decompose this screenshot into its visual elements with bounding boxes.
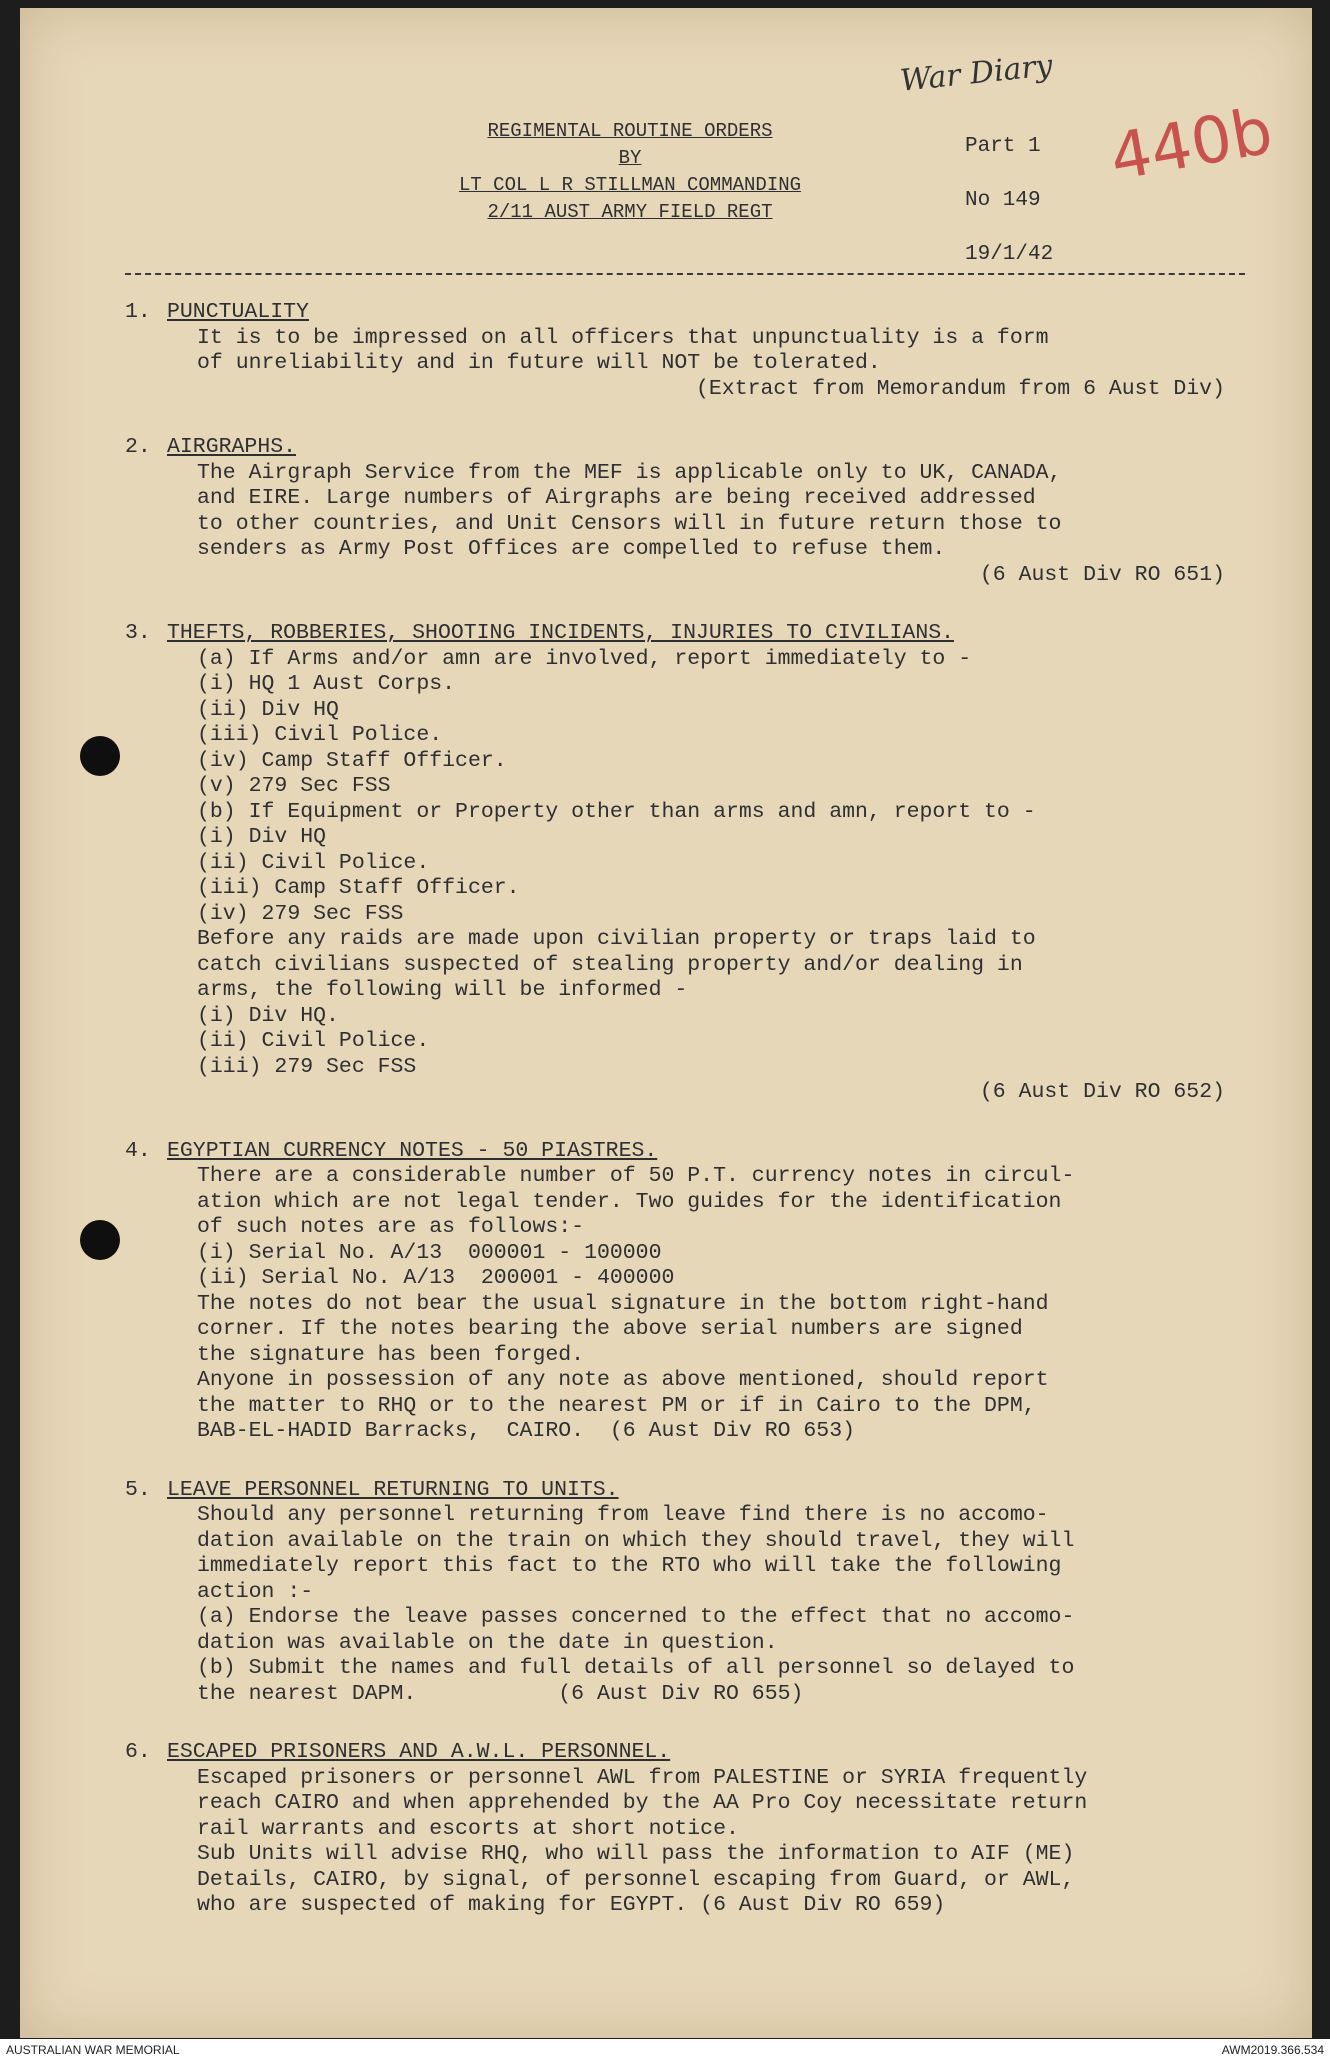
section-reference: (6 Aust Div RO 651) — [979, 562, 1225, 587]
section-heading — [125, 1478, 1300, 1504]
section-title: LEAVE PERSONNEL RETURNING TO UNITS. — [167, 1477, 619, 1502]
order-number: No 149 — [965, 189, 1041, 212]
section-number: 5. — [125, 1477, 151, 1502]
section-text-line: arms, the following will be informed - — [197, 978, 688, 1002]
handwritten-note: War Diary — [898, 48, 1055, 99]
section-text-line: Details, CAIRO, by signal, of personnel escaping from Guard, or AWL, — [197, 1867, 1075, 1892]
section-text-line: The Airgraph Service from the MEF is applicable only to UK, CANADA, — [197, 460, 1062, 485]
section-text-line: Escaped prisoners or personnel AWL from PALESTINE or SYRIA frequently — [197, 1765, 1088, 1790]
section-text-line: (v) 279 Sec FSS — [197, 774, 391, 798]
section-text-line: the signature has been forged. — [197, 1342, 585, 1367]
section-text-line: (a) Endorse the leave passes concerned to the effect that no accomo- — [197, 1605, 1075, 1629]
section-text-line: the matter to RHQ or to the nearest PM or if in Cairo to the DPM, — [197, 1393, 1036, 1418]
section-title: PUNCTUALITY — [167, 300, 309, 324]
divider — [125, 273, 1245, 275]
order-section — [125, 621, 1300, 1106]
section-text-line: BAB-EL-HADID Barracks, CAIRO. (6 Aust Div RO 653) — [197, 1419, 856, 1443]
footer-reference: AWM2019.366.534 — [1221, 2043, 1324, 2057]
section-text-line: of such notes are as follows:- — [197, 1215, 585, 1239]
section-text-line: (i) Div HQ — [197, 825, 327, 849]
punch-hole — [80, 1220, 120, 1260]
section-text-line: dation was available on the date in question. — [197, 1630, 778, 1655]
section-text-line: ation which are not legal tender. Two guides for the identification — [197, 1189, 1062, 1214]
order-section — [125, 300, 1300, 402]
section-text-line: reach CAIRO and when apprehended by the AA Pro Coy necessitate return — [197, 1791, 1088, 1815]
section-text-line: catch civilians suspected of stealing property and/or dealing in — [197, 952, 1023, 977]
section-text-line: the nearest DAPM. (6 Aust Div RO 655) — [197, 1681, 804, 1706]
section-text-line: and EIRE. Large numbers of Airgraphs are being received addressed — [197, 486, 1036, 510]
section-text-line: immediately report this fact to the RTO who will take the following — [197, 1554, 1062, 1578]
section-reference: (6 Aust Div RO 652) — [979, 1080, 1225, 1104]
section-text-line: action :- — [197, 1579, 314, 1604]
section-text-line: (a) If Arms and/or amn are involved, report immediately to - — [197, 646, 972, 671]
section-number: 2. — [125, 435, 151, 459]
section-text-line: (ii) Civil Police. — [197, 850, 430, 875]
section-heading — [125, 1139, 1300, 1165]
section-heading — [125, 300, 1300, 326]
archive-footer — [0, 2039, 1330, 2061]
section-number: 1. — [125, 300, 151, 324]
section-text-line: (i) Div HQ. — [197, 1003, 339, 1028]
order-section — [125, 1139, 1300, 1445]
section-text-line: (iv) Camp Staff Officer. — [197, 748, 507, 773]
footer-archive-name: AUSTRALIAN WAR MEMORIAL — [6, 2043, 180, 2057]
section-text-line: who are suspected of making for EGYPT. (6 Aust Div RO 659) — [197, 1893, 946, 1917]
section-text-line: (ii) Serial No. A/13 200001 - 400000 — [197, 1266, 675, 1290]
section-text-line: rail warrants and escorts at short notice. — [197, 1816, 739, 1841]
heading-line: 2/11 AUST ARMY FIELD REGT — [487, 201, 773, 223]
section-text-line: (b) If Equipment or Property other than arms and amn, report to - — [197, 799, 1036, 824]
document-heading — [360, 118, 900, 226]
section-text-line: (iv) 279 Sec FSS — [197, 901, 404, 926]
section-number: 4. — [125, 1138, 151, 1163]
order-section — [125, 1740, 1300, 1919]
section-number: 3. — [125, 621, 151, 645]
section-text-line: senders as Army Post Offices are compelled to refuse them. — [197, 537, 946, 561]
section-text-line: (b) Submit the names and full details of all personnel so delayed to — [197, 1656, 1075, 1680]
section-text-line: Before any raids are made upon civilian property or traps laid to — [197, 927, 1036, 951]
section-number: 6. — [125, 1740, 151, 1764]
section-title: THEFTS, ROBBERIES, SHOOTING INCIDENTS, INJURIES TO CIVILIANS. — [167, 621, 955, 645]
heading-line: LT COL L R STILLMAN COMMANDING — [458, 174, 802, 196]
order-meta — [965, 120, 1053, 282]
stamp-number: 440b — [1104, 94, 1278, 196]
order-section — [125, 435, 1300, 588]
punch-hole — [80, 736, 120, 776]
section-text-line: (ii) Div HQ — [197, 697, 339, 722]
section-title: AIRGRAPHS. — [167, 435, 297, 459]
heading-line: REGIMENTAL ROUTINE ORDERS — [487, 120, 773, 142]
part-label: Part 1 — [965, 135, 1041, 158]
section-text-line: corner. If the notes bearing the above serial numbers are signed — [197, 1317, 1023, 1341]
section-text-line: of unreliability and in future will NOT be tolerated. — [197, 351, 881, 375]
order-section — [125, 1478, 1300, 1708]
section-text-line: (i) HQ 1 Aust Corps. — [197, 672, 456, 696]
section-title: EGYPTIAN CURRENCY NOTES - 50 PIASTRES. — [167, 1138, 658, 1163]
section-text-line: to other countries, and Unit Censors will in future return those to — [197, 511, 1062, 536]
section-heading — [125, 621, 1300, 647]
section-text-line: (ii) Civil Police. — [197, 1029, 430, 1053]
section-heading — [125, 435, 1300, 461]
section-text-line: There are a considerable number of 50 P.T. currency notes in circul- — [197, 1164, 1075, 1188]
section-reference: (Extract from Memorandum from 6 Aust Div) — [696, 376, 1225, 401]
section-text-line: Anyone in possession of any note as above mentioned, should report — [197, 1368, 1049, 1392]
section-text-line: The notes do not bear the usual signature in the bottom right-hand — [197, 1291, 1049, 1316]
document-page — [20, 8, 1312, 2038]
section-text-line: (iii) Camp Staff Officer. — [197, 876, 520, 900]
section-text-line: (iii) 279 Sec FSS — [197, 1054, 417, 1079]
section-text-line: Sub Units will advise RHQ, who will pass the information to AIF (ME) — [197, 1842, 1075, 1866]
section-text-line: Should any personnel returning from leave find there is no accomo- — [197, 1503, 1049, 1527]
section-text-line: It is to be impressed on all officers that unpunctuality is a form — [197, 325, 1049, 350]
section-text-line: (i) Serial No. A/13 000001 - 100000 — [197, 1240, 662, 1265]
heading-line: BY — [618, 147, 642, 169]
section-title: ESCAPED PRISONERS AND A.W.L. PERSONNEL. — [167, 1740, 671, 1764]
section-text-line: (iii) Civil Police. — [197, 723, 443, 747]
order-date: 19/1/42 — [965, 243, 1054, 266]
orders-body — [125, 300, 1300, 1952]
section-text-line: dation available on the train on which they should travel, they will — [197, 1528, 1075, 1553]
section-heading — [125, 1740, 1300, 1766]
